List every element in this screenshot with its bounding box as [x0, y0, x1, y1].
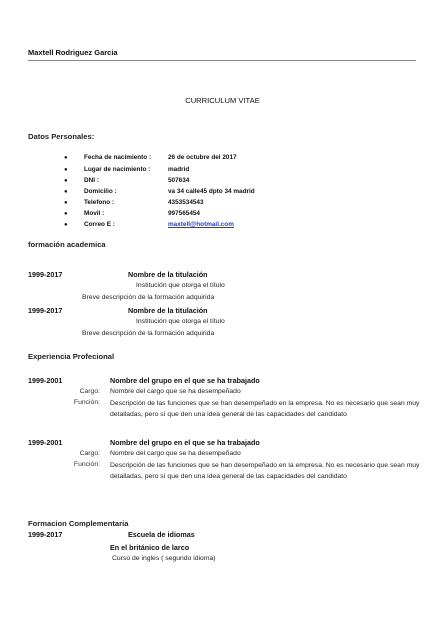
funcion-label: Función: [73, 399, 100, 406]
personal-label: Fecha de nacimiento : [84, 154, 152, 161]
experience-group: Nombre del grupo en el que se ha trabajado [110, 376, 260, 385]
email-link[interactable]: maxtell@hotmail.com [168, 221, 234, 228]
funcion-label: Función: [73, 461, 100, 468]
education-title: Nombre de la titulación [128, 306, 208, 315]
experience-cargo: Nombre del cargo que se ha desempeñado [110, 450, 241, 457]
header-divider [28, 60, 416, 61]
personal-value: 997565454 [168, 210, 200, 217]
experience-group: Nombre del grupo en el que se ha trabajado [110, 438, 260, 447]
personal-label: Lugar de nacimiento : [84, 166, 151, 173]
bullet-icon: ● [64, 167, 68, 173]
education-title: Nombre de la titulación [128, 270, 208, 279]
complementary-school: Escuela de idiomas [128, 530, 195, 539]
personal-value: 26 de octubre del 2017 [168, 154, 237, 161]
bullet-icon: ● [64, 155, 68, 161]
bullet-icon: ● [64, 211, 68, 217]
document-title: CURRICULUM VITAE [185, 96, 260, 105]
complementary-heading: Formacion Complementaria [28, 519, 129, 528]
cargo-label: Cargo: [79, 388, 100, 395]
experience-heading: Experiencia Profecional [28, 352, 115, 361]
cargo-label: Cargo: [79, 450, 100, 457]
bullet-icon: ● [64, 189, 68, 195]
personal-value: va 34 calle45 dpto 34 madrid [168, 188, 255, 195]
experience-cargo: Nombre del cargo que se ha desempeñado [110, 388, 241, 395]
personal-label: Movil : [84, 210, 105, 217]
complementary-years: 1999-2017 [28, 530, 63, 539]
experience-years: 1999-2001 [28, 438, 63, 447]
bullet-icon: ● [64, 178, 68, 184]
education-years: 1999-2017 [28, 306, 63, 315]
education-institution: Institución que otorga el título [136, 282, 225, 289]
education-heading: formación academica [28, 240, 106, 249]
personal-value: 507634 [168, 177, 190, 184]
experience-function: Descripción de las funciones que se han desempeñado en la empresa. No es necesario que sean muy detalladas, pero sí que den una idea general de las capacidades del candidato [110, 400, 420, 419]
education-description: Breve descripción de la formación adquirida [82, 330, 215, 337]
personal-label: Telefono : [84, 199, 115, 206]
experience-years: 1999-2001 [28, 376, 63, 385]
education-institution: Institución que otorga el título [136, 318, 225, 325]
personal-label: Correo E : [84, 221, 115, 228]
bullet-icon: ● [64, 200, 68, 206]
personal-label: DNI : [84, 177, 99, 184]
personal-value: 4353534543 [168, 199, 204, 206]
personal-value: madrid [168, 166, 190, 173]
complementary-institution: En el británico de larco [110, 543, 190, 552]
bullet-icon: ● [64, 222, 68, 228]
education-description: Breve descripción de la formación adquirida [82, 294, 215, 301]
header-name: Maxtell Rodriguez Garcia [28, 48, 118, 57]
personal-label: Domicilio : [84, 188, 117, 195]
experience-function: Descripción de las funciones que se han desempeñado en la empresa. No es necesario que sean muy detalladas, pero sí que den una idea general de las capacidades del candidato [110, 462, 420, 481]
personal-heading: Datos Personales: [28, 132, 95, 141]
education-years: 1999-2017 [28, 270, 63, 279]
complementary-course: Curso de ingles ( segundo idioma) [112, 555, 216, 562]
